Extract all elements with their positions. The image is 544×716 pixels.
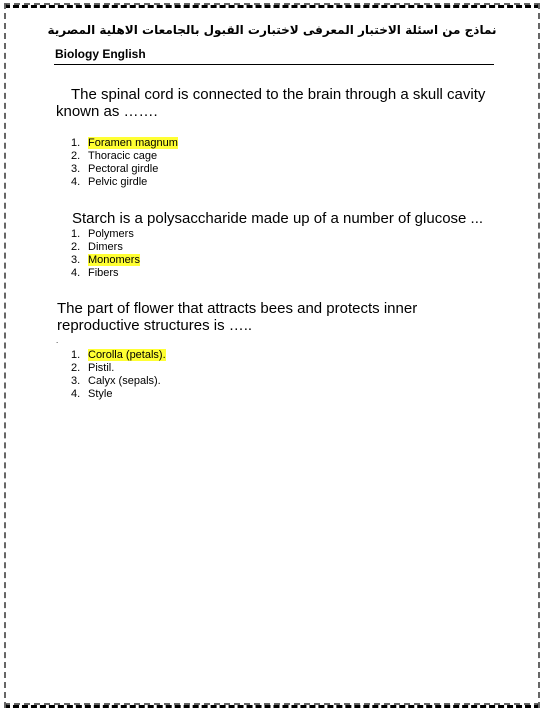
option-3-4 bbox=[71, 388, 166, 401]
option-number: 3. bbox=[71, 254, 81, 266]
option-label: Corolla (petals). bbox=[88, 349, 166, 361]
option-2-1 bbox=[71, 228, 140, 241]
option-number: 1. bbox=[71, 349, 81, 361]
question-3-text: The part of flower that attracts bees and protects inner reproductive structures is ….. bbox=[57, 300, 418, 334]
option-number: 3. bbox=[71, 163, 81, 175]
option-label: Thoracic cage bbox=[88, 150, 158, 162]
option-1-4 bbox=[71, 176, 178, 189]
option-2-4 bbox=[71, 267, 140, 280]
option-label: Style bbox=[88, 388, 113, 400]
option-number: 2. bbox=[71, 241, 81, 253]
option-label: Pistil. bbox=[88, 362, 115, 374]
option-number: 3. bbox=[71, 375, 81, 387]
option-2-3 bbox=[71, 254, 140, 267]
option-number: 4. bbox=[71, 388, 81, 400]
option-3-2 bbox=[71, 362, 166, 375]
question-1-text: The spinal cord is connected to the brain through a skull cavity known as ……. bbox=[56, 86, 486, 120]
page-border-left bbox=[4, 3, 6, 708]
option-1-2 bbox=[71, 150, 178, 163]
option-number: 1. bbox=[71, 228, 81, 240]
option-label: Calyx (sepals). bbox=[88, 375, 161, 387]
option-1-3 bbox=[71, 163, 178, 176]
question-2-options bbox=[71, 228, 140, 280]
arabic-header-title: نماذج من اسئلة الاختبار المعرفى لاختبارت القبول بالجامعات الاهلية المصرية bbox=[47, 23, 497, 37]
option-number: 2. bbox=[71, 150, 81, 162]
option-label: Dimers bbox=[88, 241, 123, 253]
page-border-right bbox=[538, 3, 540, 708]
option-number: 2. bbox=[71, 362, 81, 374]
option-number: 4. bbox=[71, 176, 81, 188]
option-3-3 bbox=[71, 375, 166, 388]
option-label: Fibers bbox=[88, 267, 119, 279]
option-label: Polymers bbox=[88, 228, 134, 240]
option-3-1 bbox=[71, 349, 166, 362]
option-number: 1. bbox=[71, 137, 81, 149]
option-label: Monomers bbox=[88, 254, 140, 266]
option-label: Pelvic girdle bbox=[88, 176, 148, 188]
option-label: Pectoral girdle bbox=[88, 163, 159, 175]
stray-mark: . bbox=[56, 336, 59, 345]
question-1-options bbox=[71, 137, 178, 189]
option-label: Foramen magnum bbox=[88, 137, 178, 149]
option-1-1 bbox=[71, 137, 178, 150]
header-divider bbox=[54, 64, 494, 65]
question-2-text: Starch is a polysaccharide made up of a number of glucose ... bbox=[72, 210, 484, 227]
page-border-bottom bbox=[4, 703, 540, 708]
subject-label: Biology English bbox=[55, 47, 146, 61]
option-number: 4. bbox=[71, 267, 81, 279]
question-3-options bbox=[71, 349, 166, 401]
option-2-2 bbox=[71, 241, 140, 254]
page-border-top bbox=[4, 3, 540, 8]
